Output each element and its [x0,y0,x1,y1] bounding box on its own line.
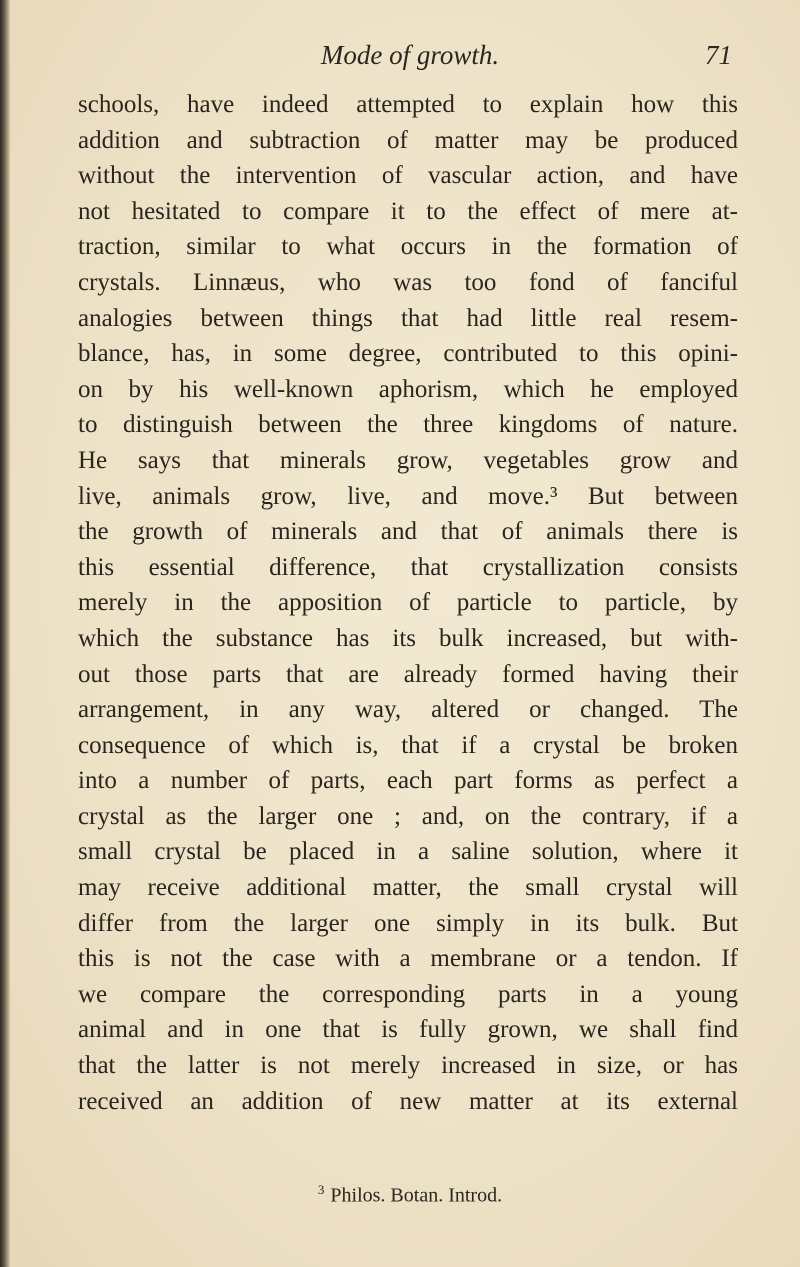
page-number: 71 [705,40,732,70]
text-line: blance, has, in some degree, contributed to this opini- [78,340,738,368]
text-line: not hesitated to compare it to the effect of mere at- [78,197,738,225]
text-line: this essential difference, that crystallization consists [78,553,738,581]
binding-edge [0,0,10,1267]
text-line: crystals. Linnæus, who was too fond of fanciful [78,268,738,296]
text-line: to distinguish between the three kingdoms of nature. [78,411,738,439]
text-line: traction, similar to what occurs in the formation of [78,233,738,261]
text-line: analogies between things that had little real resem- [78,304,738,332]
text-line: crystal as the larger one ; and, on the contrary, if a [78,802,738,830]
text-line: He says that minerals grow, vegetables grow and [78,446,738,474]
text-line: on by his well-known aphorism, which he employed [78,375,738,403]
text-line: we compare the corresponding parts in a young [78,980,738,1008]
footnote [0,1182,800,1208]
text-line: this is not the case with a membrane or a tendon. If [78,945,738,973]
running-title: Mode of growth. [320,40,500,70]
text-line: animal and in one that is fully grown, we shall find [78,1016,738,1044]
text-line: which the substance has its bulk increased, but with- [78,624,738,652]
text-line: out those parts that are already formed having their [78,660,738,688]
text-line: arrangement, in any way, altered or changed. The [78,696,738,724]
text-line: received an addition of new matter at its external [78,1087,738,1115]
text-line: merely in the apposition of particle to particle, by [78,589,738,617]
body-text [78,87,738,1119]
text-line: small crystal be placed in a saline solution, where it [78,838,738,866]
text-line: may receive additional matter, the small crystal will [78,874,738,902]
text-line: into a number of parts, each part forms as perfect a [78,767,738,795]
text-line: live, animals grow, live, and move.³ But between [78,482,738,510]
page-header [60,40,740,90]
text-line: consequence of which is, that if a crystal be broken [78,731,738,759]
text-line: schools, have indeed attempted to explain how this [78,91,738,118]
footnote-marker: 3 [317,1182,325,1197]
text-line: without the intervention of vascular action, and have [78,162,738,190]
footnote-text: Philos. Botan. Introd. [330,1184,503,1207]
text-line: differ from the larger one simply in its bulk. But [78,909,738,937]
text-line: that the latter is not merely increased in size, or has [78,1052,738,1080]
text-line: addition and subtraction of matter may be produced [78,126,738,154]
text-line: the growth of minerals and that of animals there is [78,518,738,546]
